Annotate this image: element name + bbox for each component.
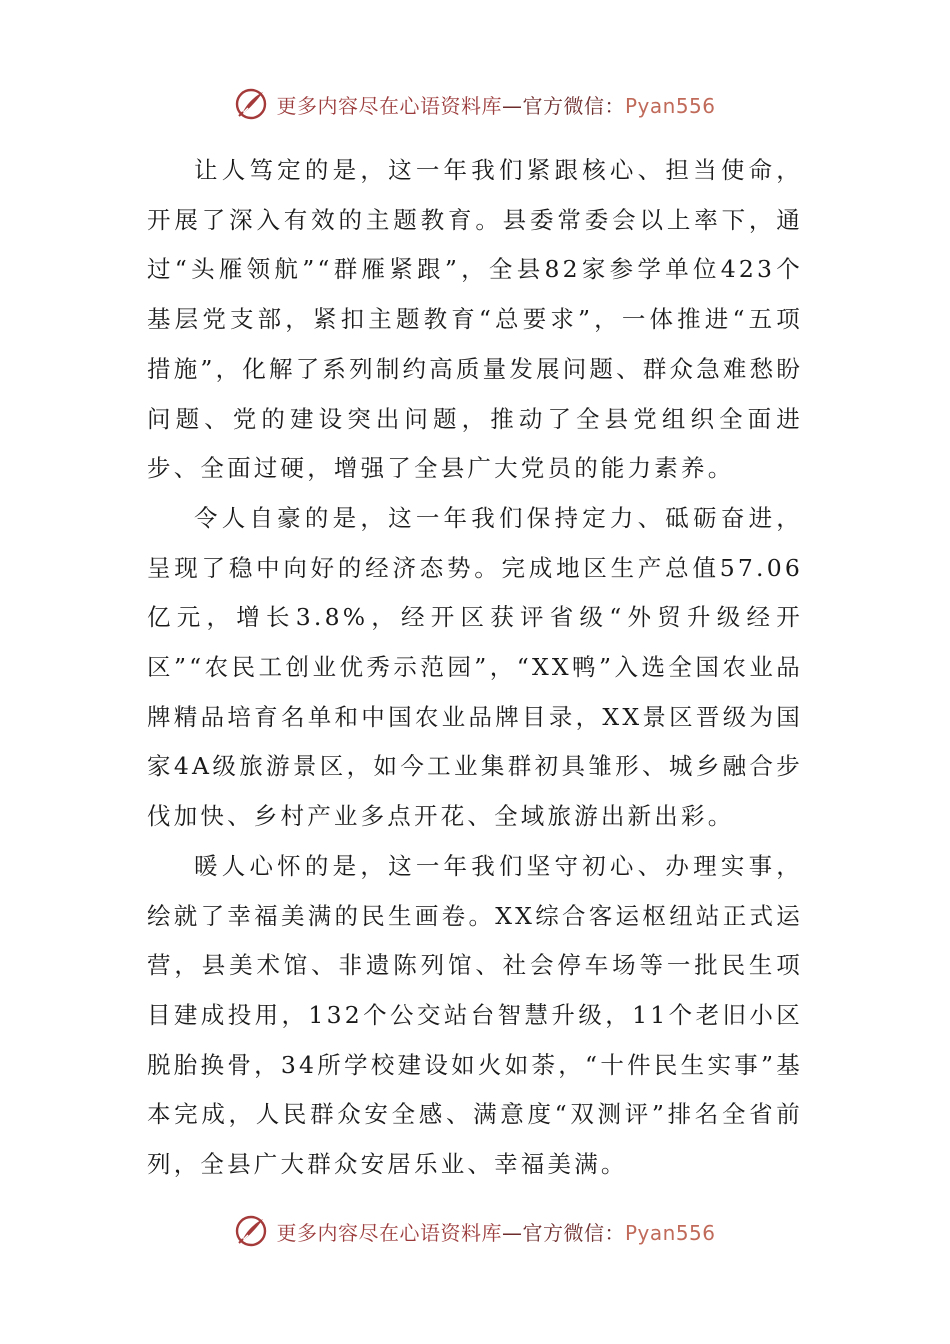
footer-banner (0, 1211, 950, 1251)
document-body (147, 146, 803, 1190)
footer-banner-text: 更多内容尽在心语资料库—官方微信：Pyan556 (276, 1220, 716, 1245)
paragraph-3: 暖人心怀的是，这一年我们坚守初心、办理实事，绘就了幸福美满的民生画卷。XX综合客运枢纽站正式运营，县美术馆、非遗陈列馆、社会停车场等一批民生项目建成投用，132个公交站台智慧升级，11个老旧小区脱胎换骨，34所学校建设如火如荼，“十件民生实事”基本完成，人民群众安全感、满意度“双测评”排名全省前列，全县广大群众安居乐业、幸福美满。 (147, 851, 803, 1179)
paragraph-1: 让人笃定的是，这一年我们紧跟核心、担当使命，开展了深入有效的主题教育。县委常委会以上率下，通过“头雁领航”“群雁紧跟”，全县82家参学单位423个基层党支部，紧扣主题教育“总要求”，一体推进“五项措施”，化解了系列制约高质量发展问题、群众急难愁盼问题、党的建设突出问题，推动了全县党组织全面进步、全面过硬，增强了全县广大党员的能力素养。 (147, 156, 804, 483)
header-banner-text: 更多内容尽在心语资料库—官方微信：Pyan556 (276, 93, 716, 118)
quill-logo-icon (234, 1214, 268, 1248)
paragraph-2: 令人自豪的是，这一年我们保持定力、砥砺奋进，呈现了稳中向好的经济态势。完成地区生产总值57.06亿元，增长3.8%，经开区获评省级“外贸升级经开区”“农民工创业优秀示范园”，“XX鸭”入选全国农业品牌精品培育名单和中国农业品牌目录，XX景区晋级为国家4A级旅游景区，如今工业集群初具雏形、城乡融合步伐加快、乡村产业多点开花、全域旅游出新出彩。 (147, 503, 804, 831)
header-banner (0, 84, 950, 124)
quill-logo-icon (234, 87, 268, 121)
